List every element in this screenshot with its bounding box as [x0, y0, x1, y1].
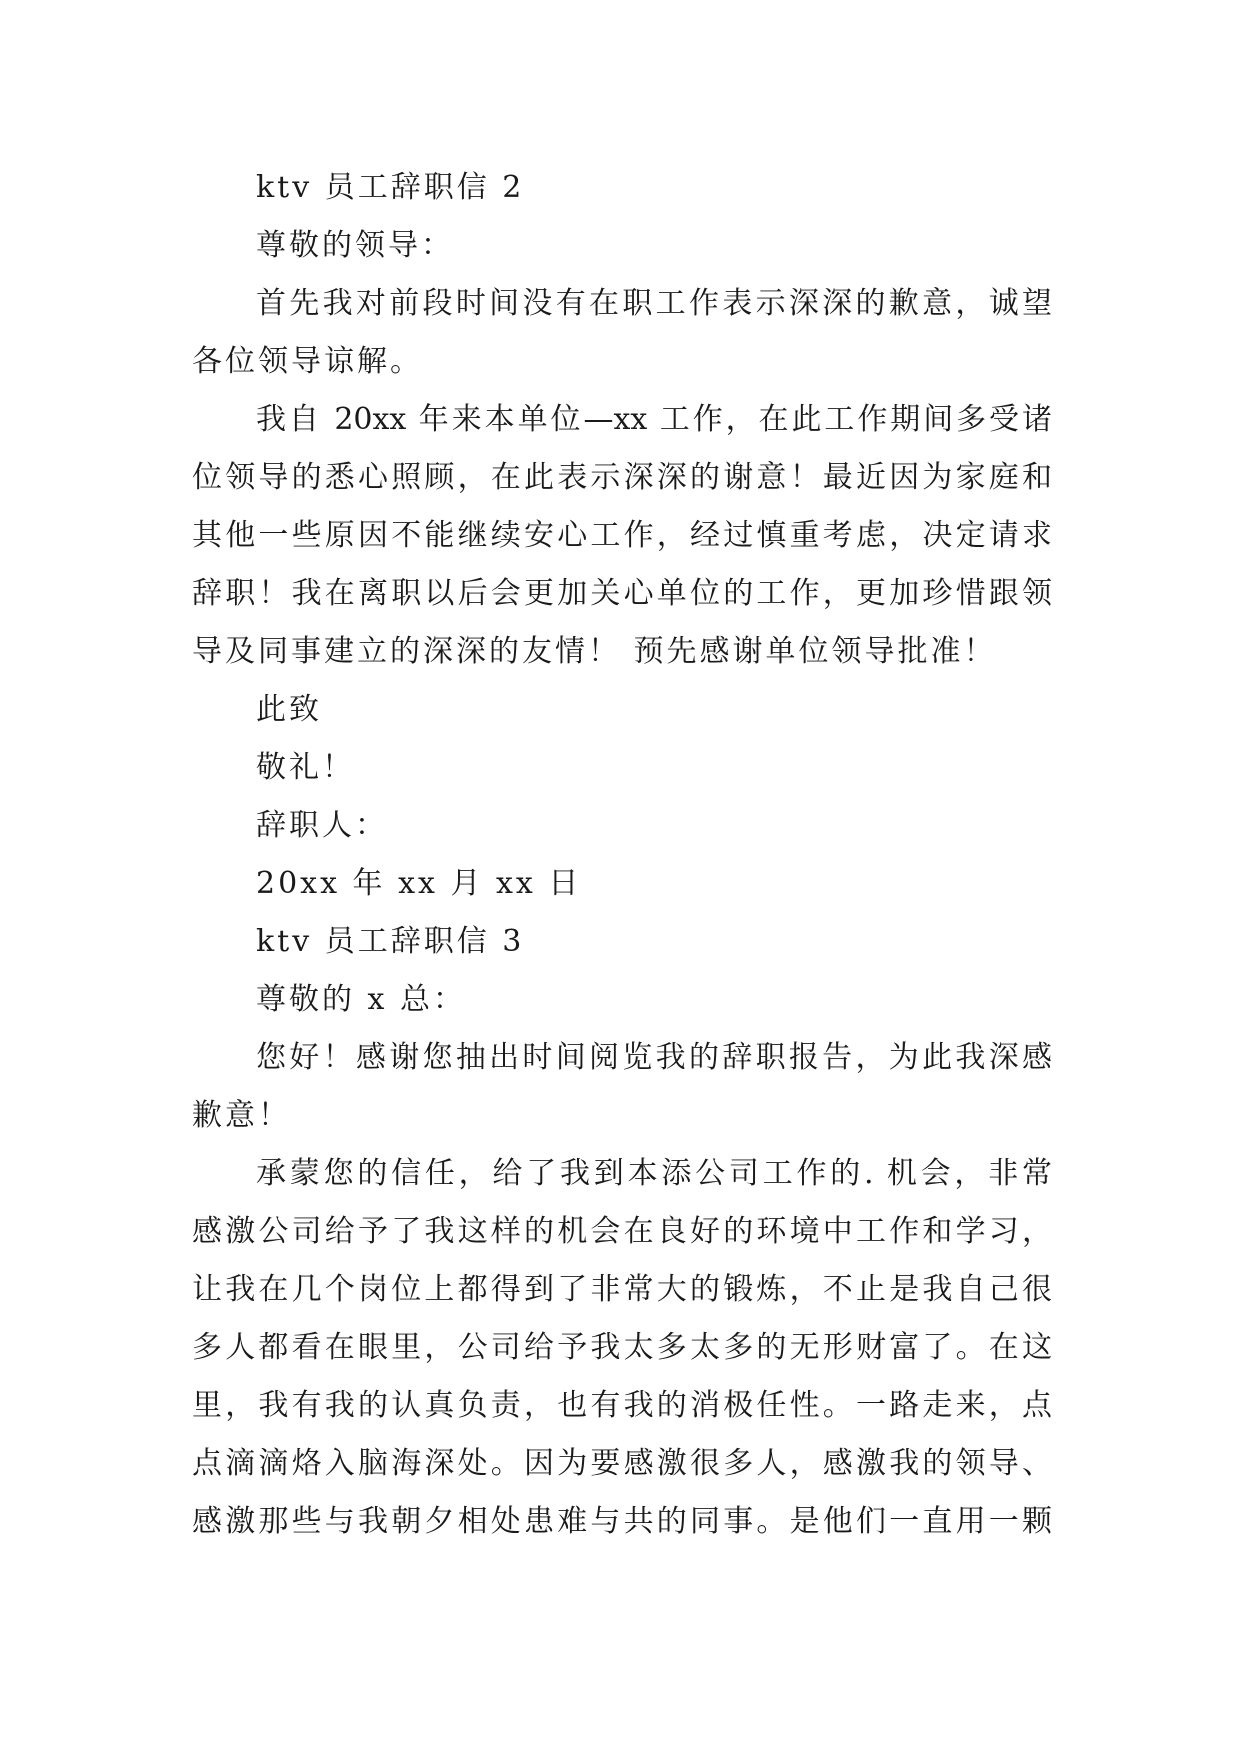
- salutation: 尊敬的领导：: [256, 228, 454, 263]
- paragraph-line: 承蒙您的信任，给了我到本添公司工作的. 机会，非常: [256, 1156, 1052, 1191]
- paragraph-line: 歉意！: [192, 1098, 291, 1133]
- paragraph-line: 位领导的悉心照顾，在此表示深深的谢意！最近因为家庭和: [192, 460, 1052, 495]
- paragraph-line: 多人都看在眼里，公司给予我太多太多的无形财富了。在这: [192, 1330, 1052, 1365]
- letter-title: ktv 员工辞职信 2: [256, 170, 525, 205]
- paragraph-line: 点滴滴烙入脑海深处。因为要感激很多人，感激我的领导、: [192, 1446, 1052, 1481]
- salutation: 尊敬的 x 总：: [256, 982, 466, 1017]
- paragraph-line: 辞职！我在离职以后会更加关心单位的工作，更加珍惜跟领: [192, 576, 1052, 611]
- closing-line: 此致: [256, 692, 322, 727]
- paragraph-line: 让我在几个岗位上都得到了非常大的锻炼，不止是我自己很: [192, 1272, 1052, 1307]
- closing-line: 敬礼！: [256, 750, 355, 785]
- paragraph-line: 其他一些原因不能继续安心工作，经过慎重考虑，决定请求: [192, 518, 1052, 553]
- paragraph-line: 导及同事建立的深深的友情！ 预先感谢单位领导批准！: [192, 634, 997, 669]
- letter-title: ktv 员工辞职信 3: [256, 924, 525, 959]
- paragraph-line: 感激公司给予了我这样的机会在良好的环境中工作和学习，: [192, 1214, 1052, 1249]
- paragraph-line: 首先我对前段时间没有在职工作表示深深的歉意，诚望: [256, 286, 1052, 321]
- paragraph-line: 各位领导谅解。: [192, 344, 423, 379]
- date-line: 20xx 年 xx 月 xx 日: [256, 866, 582, 901]
- signature-label: 辞职人：: [256, 808, 388, 843]
- paragraph-line: 感激那些与我朝夕相处患难与共的同事。是他们一直用一颗: [192, 1504, 1052, 1539]
- paragraph-line: 我自 20xx 年来本单位—xx 工作，在此工作期间多受诸: [256, 402, 1052, 437]
- paragraph-line: 您好！感谢您抽出时间阅览我的辞职报告，为此我深感: [256, 1040, 1052, 1075]
- paragraph-line: 里，我有我的认真负责，也有我的消极任性。一路走来，点: [192, 1388, 1052, 1423]
